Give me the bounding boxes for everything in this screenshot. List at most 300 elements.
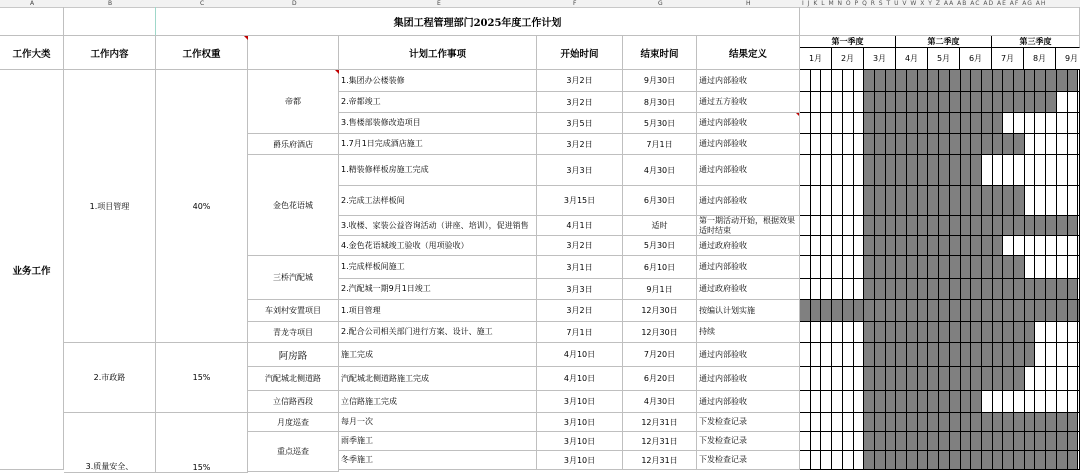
project-afang-road[interactable]: 阿房路 (248, 343, 339, 367)
gantt-cell[interactable] (928, 134, 939, 155)
gantt-cell[interactable] (971, 134, 982, 155)
gantt-cell[interactable] (832, 186, 843, 216)
gantt-cell[interactable] (1046, 322, 1057, 343)
gantt-cell[interactable] (1003, 155, 1014, 186)
gantt-cell[interactable] (832, 134, 843, 155)
header-end[interactable]: 结束时间 (623, 36, 697, 70)
gantt-cell[interactable] (1003, 70, 1014, 92)
gantt-cell[interactable] (811, 236, 821, 256)
gantt-cell[interactable] (800, 413, 811, 432)
gantt-cell[interactable] (811, 134, 821, 155)
gantt-cell[interactable] (896, 155, 907, 186)
gantt-cell[interactable] (928, 391, 939, 413)
gantt-cell[interactable] (843, 216, 854, 236)
row-start-date[interactable]: 3月2日 (537, 70, 623, 92)
gantt-cell[interactable] (961, 186, 971, 216)
gantt-cell[interactable] (1035, 432, 1046, 451)
gantt-cell[interactable] (1057, 322, 1068, 343)
row-item[interactable]: 1.完成样板间施工 (339, 256, 537, 279)
gantt-cell[interactable] (832, 432, 843, 451)
gantt-cell[interactable] (1025, 391, 1035, 413)
gantt-cell[interactable] (1057, 256, 1068, 279)
gantt-cell[interactable] (971, 322, 982, 343)
gantt-cell[interactable] (950, 186, 961, 216)
gantt-cell[interactable] (928, 343, 939, 367)
gantt-cell[interactable] (843, 300, 854, 322)
gantt-cell[interactable] (832, 367, 843, 391)
sheet-title[interactable]: 集团工程管理部门2025年度工作计划 (156, 7, 800, 36)
gantt-cell[interactable] (1068, 343, 1078, 367)
gantt-cell[interactable] (1068, 236, 1078, 256)
gantt-cell[interactable] (1046, 236, 1057, 256)
gantt-cell[interactable] (961, 279, 971, 300)
gantt-cell[interactable] (821, 367, 832, 391)
gantt-cell[interactable] (1035, 92, 1046, 113)
gantt-cell[interactable] (1046, 256, 1057, 279)
gantt-cell[interactable] (1035, 413, 1046, 432)
gantt-cell[interactable] (843, 391, 854, 413)
gantt-cell[interactable] (821, 391, 832, 413)
gantt-cell[interactable] (1025, 113, 1035, 134)
gantt-cell[interactable] (918, 413, 928, 432)
row-end-date[interactable]: 12月30日 (623, 300, 697, 322)
gantt-cell[interactable] (864, 236, 875, 256)
gantt-cell[interactable] (928, 70, 939, 92)
gantt-cell[interactable] (1003, 343, 1014, 367)
gantt-cell[interactable] (821, 134, 832, 155)
row-definition[interactable]: 持续 (697, 322, 800, 343)
gantt-cell[interactable] (886, 134, 896, 155)
row-start-date[interactable]: 3月2日 (537, 236, 623, 256)
month-1[interactable]: 1月 (800, 48, 832, 70)
gantt-cell[interactable] (950, 367, 961, 391)
row-item[interactable]: 施工完成 (339, 343, 537, 367)
gantt-cell[interactable] (1014, 343, 1025, 367)
gantt-cell[interactable] (993, 300, 1003, 322)
row-definition[interactable]: 通过内部验收 (697, 391, 800, 413)
gantt-cell[interactable] (875, 70, 886, 92)
gantt-cell[interactable] (961, 155, 971, 186)
project-jinse-huayu[interactable]: 金色花语城 (248, 155, 339, 256)
header-item[interactable]: 计划工作事项 (339, 36, 537, 70)
gantt-cell[interactable] (811, 432, 821, 451)
gantt-cell[interactable] (928, 432, 939, 451)
gantt-cell[interactable] (843, 413, 854, 432)
quarter-q2[interactable]: 第二季度 (896, 36, 992, 48)
gantt-cell[interactable] (1025, 92, 1035, 113)
header-content[interactable]: 工作内容 (64, 36, 156, 70)
gantt-cell[interactable] (950, 343, 961, 367)
row-start-date[interactable]: 3月15日 (537, 186, 623, 216)
gantt-cell[interactable] (843, 113, 854, 134)
gantt-cell[interactable] (1003, 300, 1014, 322)
gantt-cell[interactable] (961, 367, 971, 391)
quarter-q3[interactable]: 第三季度 (992, 36, 1080, 48)
project-qinglong-temple[interactable]: 青龙寺项目 (248, 322, 339, 343)
gantt-cell[interactable] (1057, 432, 1068, 451)
gantt-cell[interactable] (928, 367, 939, 391)
title-row-blank-b[interactable] (64, 7, 156, 36)
gantt-cell[interactable] (907, 186, 918, 216)
gantt-cell[interactable] (843, 279, 854, 300)
gantt-cell[interactable] (982, 279, 993, 300)
gantt-cell[interactable] (832, 322, 843, 343)
gantt-cell[interactable] (1035, 134, 1046, 155)
gantt-cell[interactable] (1003, 279, 1014, 300)
project-key-inspection[interactable]: 重点巡查 (248, 432, 339, 472)
row-end-date[interactable]: 4月30日 (623, 391, 697, 413)
gantt-cell[interactable] (854, 256, 864, 279)
row-end-date[interactable]: 9月30日 (623, 70, 697, 92)
gantt-cell[interactable] (875, 134, 886, 155)
gantt-cell[interactable] (875, 451, 886, 470)
gantt-cell[interactable] (907, 300, 918, 322)
gantt-cell[interactable] (896, 279, 907, 300)
gantt-cell[interactable] (1035, 236, 1046, 256)
row-definition[interactable]: 通过内部验收 (697, 256, 800, 279)
gantt-cell[interactable] (907, 391, 918, 413)
gantt-cell[interactable] (971, 256, 982, 279)
col-letter-e[interactable]: E (437, 0, 441, 7)
gantt-cell[interactable] (821, 300, 832, 322)
gantt-cell[interactable] (950, 322, 961, 343)
gantt-cell[interactable] (864, 300, 875, 322)
gantt-cell[interactable] (843, 322, 854, 343)
gantt-cell[interactable] (971, 432, 982, 451)
gantt-cell[interactable] (928, 92, 939, 113)
gantt-cell[interactable] (1057, 70, 1068, 92)
gantt-cell[interactable] (939, 367, 950, 391)
col-letter-b[interactable]: B (108, 0, 113, 7)
gantt-cell[interactable] (1035, 343, 1046, 367)
gantt-cell[interactable] (1035, 216, 1046, 236)
row-definition[interactable]: 第一期活动开始，根据效果适时结束 (697, 216, 800, 236)
gantt-cell[interactable] (864, 451, 875, 470)
header-start[interactable]: 开始时间 (537, 36, 623, 70)
content-project-management[interactable]: 1.项目管理 (64, 70, 156, 343)
row-item[interactable]: 雨季施工 (339, 432, 537, 451)
month-3[interactable]: 3月 (864, 48, 896, 70)
gantt-cell[interactable] (843, 256, 854, 279)
month-9[interactable]: 9月 (1056, 48, 1080, 70)
month-4[interactable]: 4月 (896, 48, 928, 70)
gantt-cell[interactable] (928, 236, 939, 256)
gantt-cell[interactable] (886, 300, 896, 322)
gantt-cell[interactable] (939, 322, 950, 343)
gantt-cell[interactable] (982, 391, 993, 413)
row-item[interactable]: 每月一次 (339, 413, 537, 432)
gantt-cell[interactable] (843, 92, 854, 113)
gantt-cell[interactable] (982, 451, 993, 470)
gantt-cell[interactable] (886, 322, 896, 343)
project-sanqiao-auto[interactable]: 三桥汽配城 (248, 256, 339, 300)
row-definition[interactable]: 通过五方验收 (697, 92, 800, 113)
row-definition[interactable]: 通过内部验收 (697, 70, 800, 92)
gantt-cell[interactable] (907, 322, 918, 343)
gantt-cell[interactable] (1057, 113, 1068, 134)
gantt-cell[interactable] (821, 451, 832, 470)
gantt-cell[interactable] (1046, 432, 1057, 451)
gantt-cell[interactable] (800, 391, 811, 413)
gantt-cell[interactable] (1068, 391, 1078, 413)
gantt-cell[interactable] (1046, 279, 1057, 300)
gantt-cell[interactable] (982, 113, 993, 134)
gantt-cell[interactable] (896, 92, 907, 113)
gantt-cell[interactable] (928, 451, 939, 470)
gantt-cell[interactable] (918, 451, 928, 470)
gantt-cell[interactable] (928, 186, 939, 216)
gantt-cell[interactable] (950, 256, 961, 279)
gantt-cell[interactable] (854, 155, 864, 186)
gantt-cell[interactable] (1025, 451, 1035, 470)
row-item[interactable]: 1.集团办公楼装修 (339, 70, 537, 92)
gantt-cell[interactable] (821, 236, 832, 256)
gantt-cell[interactable] (1068, 322, 1078, 343)
gantt-cell[interactable] (821, 279, 832, 300)
row-item[interactable]: 汽配城北侧道路施工完成 (339, 367, 537, 391)
gantt-cell[interactable] (1068, 70, 1078, 92)
gantt-cell[interactable] (1003, 92, 1014, 113)
gantt-cell[interactable] (993, 134, 1003, 155)
gantt-cell[interactable] (1046, 92, 1057, 113)
gantt-cell[interactable] (1014, 92, 1025, 113)
gantt-cell[interactable] (1003, 256, 1014, 279)
gantt-cell[interactable] (971, 300, 982, 322)
gantt-cell[interactable] (993, 113, 1003, 134)
gantt-cell[interactable] (864, 256, 875, 279)
project-north-road[interactable]: 汽配城北侧道路 (248, 367, 339, 391)
gantt-cell[interactable] (1057, 279, 1068, 300)
gantt-cell[interactable] (800, 451, 811, 470)
gantt-cell[interactable] (854, 322, 864, 343)
gantt-cell[interactable] (1068, 256, 1078, 279)
gantt-cell[interactable] (939, 256, 950, 279)
gantt-cell[interactable] (875, 322, 886, 343)
gantt-cell[interactable] (843, 432, 854, 451)
gantt-cell[interactable] (1068, 134, 1078, 155)
gantt-cell[interactable] (939, 70, 950, 92)
gantt-cell[interactable] (993, 343, 1003, 367)
gantt-cell[interactable] (1068, 155, 1078, 186)
gantt-cell[interactable] (896, 113, 907, 134)
gantt-cell[interactable] (1025, 279, 1035, 300)
gantt-cell[interactable] (918, 216, 928, 236)
gantt-cell[interactable] (918, 134, 928, 155)
gantt-cell[interactable] (886, 413, 896, 432)
gantt-cell[interactable] (939, 413, 950, 432)
gantt-cell[interactable] (1057, 236, 1068, 256)
gantt-cell[interactable] (875, 92, 886, 113)
gantt-cell[interactable] (1068, 451, 1078, 470)
gantt-cell[interactable] (918, 279, 928, 300)
gantt-cell[interactable] (832, 300, 843, 322)
gantt-cell[interactable] (864, 186, 875, 216)
gantt-cell[interactable] (811, 113, 821, 134)
row-start-date[interactable]: 3月2日 (537, 300, 623, 322)
gantt-cell[interactable] (939, 451, 950, 470)
row-item[interactable]: 立信路施工完成 (339, 391, 537, 413)
gantt-cell[interactable] (939, 186, 950, 216)
row-end-date[interactable]: 7月1日 (623, 134, 697, 155)
row-start-date[interactable]: 3月1日 (537, 256, 623, 279)
row-start-date[interactable]: 3月3日 (537, 155, 623, 186)
gantt-cell[interactable] (1025, 300, 1035, 322)
gantt-cell[interactable] (843, 186, 854, 216)
gantt-cell[interactable] (993, 155, 1003, 186)
gantt-cell[interactable] (971, 216, 982, 236)
gantt-cell[interactable] (971, 92, 982, 113)
gantt-cell[interactable] (950, 236, 961, 256)
gantt-cell[interactable] (993, 256, 1003, 279)
gantt-cell[interactable] (993, 236, 1003, 256)
gantt-cell[interactable] (1014, 216, 1025, 236)
gantt-cell[interactable] (961, 322, 971, 343)
gantt-cell[interactable] (1035, 391, 1046, 413)
col-letter-h[interactable]: H (746, 0, 751, 7)
gantt-cell[interactable] (971, 451, 982, 470)
row-end-date[interactable]: 6月30日 (623, 186, 697, 216)
gantt-cell[interactable] (961, 236, 971, 256)
gantt-cell[interactable] (982, 134, 993, 155)
gantt-cell[interactable] (993, 92, 1003, 113)
col-letter-g[interactable]: G (658, 0, 663, 7)
gantt-cell[interactable] (928, 279, 939, 300)
gantt-cell[interactable] (971, 279, 982, 300)
row-definition[interactable]: 通过内部验收 (697, 134, 800, 155)
gantt-cell[interactable] (918, 155, 928, 186)
gantt-column-letters[interactable]: I J K L M N O P Q R S T U V W X Y Z AA AB AC AD AE AF AG AH (802, 0, 1047, 7)
row-item[interactable]: 1.项目管理 (339, 300, 537, 322)
gantt-cell[interactable] (939, 113, 950, 134)
gantt-cell[interactable] (1046, 367, 1057, 391)
gantt-cell[interactable] (907, 413, 918, 432)
comment-marker[interactable] (244, 36, 248, 40)
gantt-cell[interactable] (1068, 186, 1078, 216)
gantt-cell[interactable] (1068, 413, 1078, 432)
gantt-cell[interactable] (1025, 216, 1035, 236)
gantt-cell[interactable] (832, 451, 843, 470)
gantt-cell[interactable] (1068, 216, 1078, 236)
title-row-blank-a[interactable] (0, 7, 64, 36)
gantt-cell[interactable] (961, 216, 971, 236)
header-category[interactable]: 工作大类 (0, 36, 64, 70)
gantt-cell[interactable] (1003, 451, 1014, 470)
gantt-cell[interactable] (1014, 134, 1025, 155)
gantt-cell[interactable] (907, 92, 918, 113)
gantt-cell[interactable] (928, 322, 939, 343)
gantt-cell[interactable] (982, 322, 993, 343)
row-end-date[interactable]: 8月30日 (623, 92, 697, 113)
gantt-cell[interactable] (875, 113, 886, 134)
gantt-cell[interactable] (875, 155, 886, 186)
row-definition[interactable]: 下发检查记录 (697, 451, 800, 470)
gantt-cell[interactable] (832, 391, 843, 413)
row-definition[interactable]: 通过内部验收 (697, 113, 800, 134)
gantt-cell[interactable] (1014, 322, 1025, 343)
gantt-cell[interactable] (811, 343, 821, 367)
month-5[interactable]: 5月 (928, 48, 960, 70)
gantt-cell[interactable] (1014, 413, 1025, 432)
gantt-cell[interactable] (1025, 236, 1035, 256)
gantt-cell[interactable] (993, 367, 1003, 391)
gantt-cell[interactable] (800, 367, 811, 391)
gantt-cell[interactable] (896, 322, 907, 343)
gantt-cell[interactable] (1003, 432, 1014, 451)
gantt-cell[interactable] (864, 70, 875, 92)
gantt-cell[interactable] (821, 113, 832, 134)
weight-project-management[interactable]: 40% (156, 70, 248, 343)
weight-municipal-road[interactable]: 15% (156, 343, 248, 413)
row-definition[interactable]: 下发检查记录 (697, 413, 800, 432)
row-start-date[interactable]: 3月5日 (537, 113, 623, 134)
gantt-cell[interactable] (875, 279, 886, 300)
gantt-cell[interactable] (896, 216, 907, 236)
row-end-date[interactable]: 9月1日 (623, 279, 697, 300)
gantt-cell[interactable] (1014, 391, 1025, 413)
gantt-cell[interactable] (1057, 186, 1068, 216)
row-item[interactable]: 冬季施工 (339, 451, 537, 470)
gantt-cell[interactable] (1046, 155, 1057, 186)
gantt-cell[interactable] (950, 134, 961, 155)
gantt-cell[interactable] (950, 113, 961, 134)
gantt-cell[interactable] (907, 451, 918, 470)
col-letter-a[interactable]: A (30, 0, 35, 7)
gantt-cell[interactable] (982, 367, 993, 391)
row-item[interactable]: 2.配合公司相关部门进行方案、设计、施工 (339, 322, 537, 343)
gantt-cell[interactable] (843, 451, 854, 470)
gantt-cell[interactable] (961, 432, 971, 451)
gantt-cell[interactable] (811, 186, 821, 216)
gantt-cell[interactable] (854, 367, 864, 391)
gantt-cell[interactable] (1025, 186, 1035, 216)
gantt-cell[interactable] (918, 300, 928, 322)
gantt-cell[interactable] (1046, 451, 1057, 470)
gantt-cell[interactable] (939, 92, 950, 113)
gantt-cell[interactable] (854, 413, 864, 432)
quarter-q1[interactable]: 第一季度 (800, 36, 896, 48)
gantt-cell[interactable] (1046, 216, 1057, 236)
gantt-cell[interactable] (1035, 322, 1046, 343)
gantt-cell[interactable] (1003, 391, 1014, 413)
gantt-cell[interactable] (800, 300, 811, 322)
gantt-cell[interactable] (982, 155, 993, 186)
row-item[interactable]: 2.帝都竣工 (339, 92, 537, 113)
gantt-cell[interactable] (918, 343, 928, 367)
gantt-cell[interactable] (864, 322, 875, 343)
gantt-cell[interactable] (886, 256, 896, 279)
gantt-cell[interactable] (1025, 432, 1035, 451)
gantt-cell[interactable] (800, 432, 811, 451)
gantt-cell[interactable] (1025, 343, 1035, 367)
gantt-cell[interactable] (950, 279, 961, 300)
gantt-cell[interactable] (1035, 451, 1046, 470)
gantt-cell[interactable] (950, 451, 961, 470)
gantt-cell[interactable] (993, 279, 1003, 300)
gantt-cell[interactable] (971, 186, 982, 216)
gantt-cell[interactable] (982, 300, 993, 322)
gantt-cell[interactable] (907, 70, 918, 92)
gantt-cell[interactable] (950, 413, 961, 432)
gantt-cell[interactable] (811, 391, 821, 413)
gantt-cell[interactable] (939, 155, 950, 186)
gantt-cell[interactable] (1003, 236, 1014, 256)
gantt-cell[interactable] (896, 432, 907, 451)
gantt-cell[interactable] (971, 155, 982, 186)
gantt-cell[interactable] (939, 236, 950, 256)
project-monthly-inspection[interactable]: 月度巡查 (248, 413, 339, 432)
gantt-cell[interactable] (1014, 279, 1025, 300)
gantt-cell[interactable] (1003, 413, 1014, 432)
